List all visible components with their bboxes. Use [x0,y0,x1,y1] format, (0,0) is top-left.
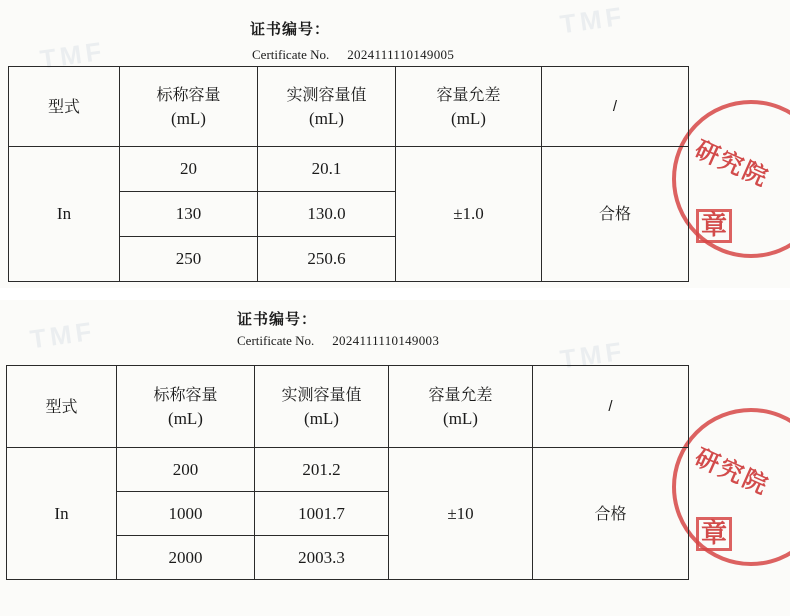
header-model: 型式 [9,67,120,147]
nominal-cell: 20 [120,147,258,192]
certificate-sheet-1 [0,0,790,288]
header-tolerance: 容量允差 (mL) [396,67,542,147]
nominal-cell: 250 [120,237,258,282]
measured-cell: 130.0 [258,192,396,237]
certificate-number-label: Certificate No. [252,47,330,62]
nominal-cell: 2000 [117,536,255,580]
header-extra: / [533,366,689,448]
calibration-table [6,365,689,580]
header-model: 型式 [7,366,117,448]
sheet-gap [0,288,790,300]
watermark: TMF [28,315,98,355]
tolerance-cell: ±1.0 [396,147,542,282]
tolerance-cell: ±10 [389,448,533,580]
watermark: TMF [38,35,108,75]
model-cell: In [7,448,117,580]
header-extra: / [542,67,689,147]
watermark: TMF [558,335,628,375]
nominal-cell: 130 [120,192,258,237]
watermark: TMF [558,0,628,40]
seal-text: 研究院 [690,443,774,501]
measured-cell: 250.6 [258,237,396,282]
seal-char: 章 [696,517,732,551]
table-row [9,147,689,192]
table-header-row [9,67,689,147]
table-row [7,448,689,492]
header-measured-capacity: 实测容量值 (mL) [255,366,389,448]
measured-cell: 1001.7 [255,492,389,536]
certificate-number-line [252,47,454,63]
header-measured-capacity: 实测容量值 (mL) [258,67,396,147]
certificate-number-label: Certificate No. [237,333,315,348]
header-tolerance: 容量允差 (mL) [389,366,533,448]
table-header-row [7,366,689,448]
measured-cell: 201.2 [255,448,389,492]
certificate-title: 证书编号： [250,20,331,38]
model-cell: In [9,147,120,282]
red-seal-stamp [672,408,790,566]
measured-cell: 2003.3 [255,536,389,580]
calibration-table [8,66,689,282]
red-seal-stamp [672,100,790,258]
result-cell: 合格 [533,448,689,580]
certificate-number: 2024111110149005 [347,47,455,62]
certificate-title: 证书编号： [237,310,318,328]
result-cell: 合格 [542,147,689,282]
header-nominal-capacity: 标称容量 (mL) [120,67,258,147]
measured-cell: 20.1 [258,147,396,192]
certificate-number-line [237,333,439,349]
certificate-sheet-2 [0,300,790,616]
seal-char: 章 [696,209,732,243]
certificate-number: 2024111110149003 [332,333,440,348]
header-nominal-capacity: 标称容量 (mL) [117,366,255,448]
nominal-cell: 200 [117,448,255,492]
nominal-cell: 1000 [117,492,255,536]
seal-text: 研究院 [690,135,774,193]
